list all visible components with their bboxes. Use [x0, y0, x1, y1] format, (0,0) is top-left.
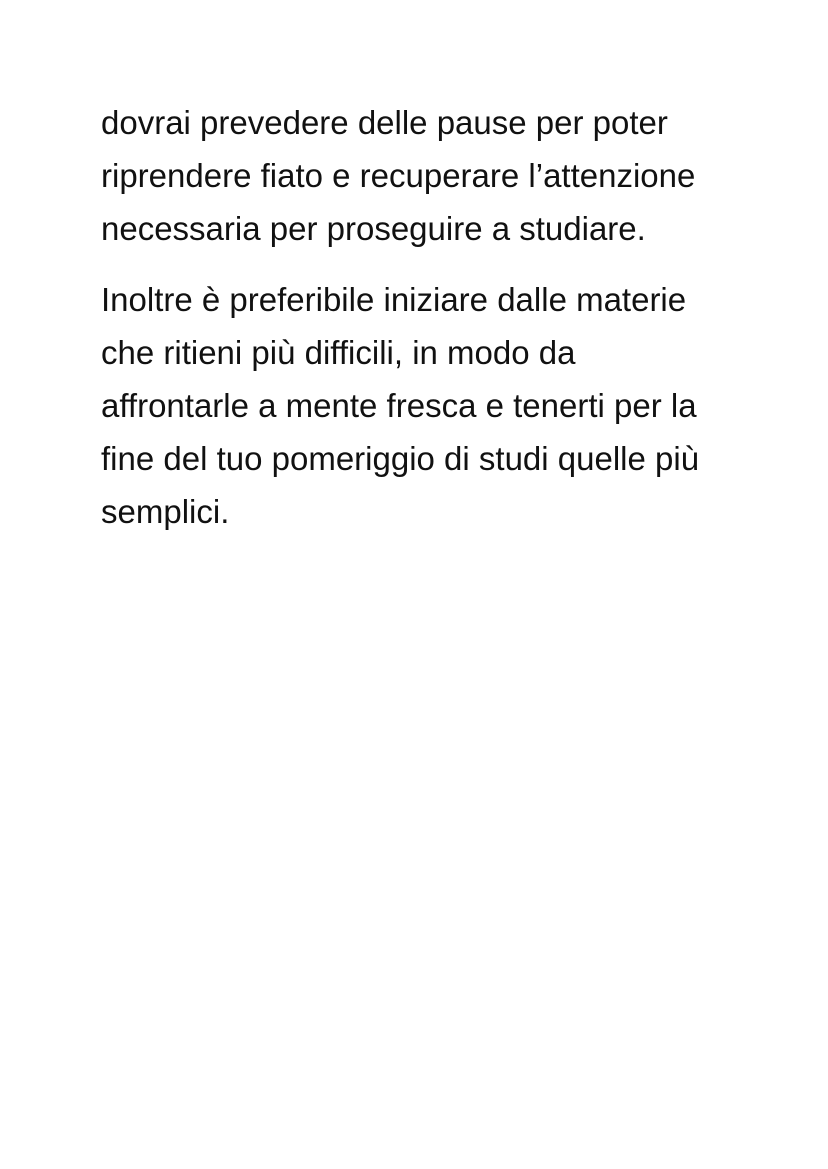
- paragraph-line: fine del tuo pomeriggio di studi quelle più: [101, 440, 700, 477]
- paragraph-1: [101, 96, 741, 255]
- paragraph-line: che ritieni più difficili, in modo da: [101, 334, 576, 371]
- paragraph-line: semplici.: [101, 493, 230, 530]
- paragraph-2: [101, 273, 741, 538]
- paragraph-line: affrontarle a mente fresca e tenerti per la: [101, 387, 697, 424]
- body-text: [101, 96, 741, 538]
- paragraph-line: Inoltre è preferibile iniziare dalle materie: [101, 281, 687, 318]
- paragraph-line: dovrai prevedere delle pause per poter: [101, 104, 668, 141]
- paragraph-line: riprendere fiato e recuperare l’attenzione: [101, 157, 696, 194]
- paragraph-line: necessaria per proseguire a studiare.: [101, 210, 646, 247]
